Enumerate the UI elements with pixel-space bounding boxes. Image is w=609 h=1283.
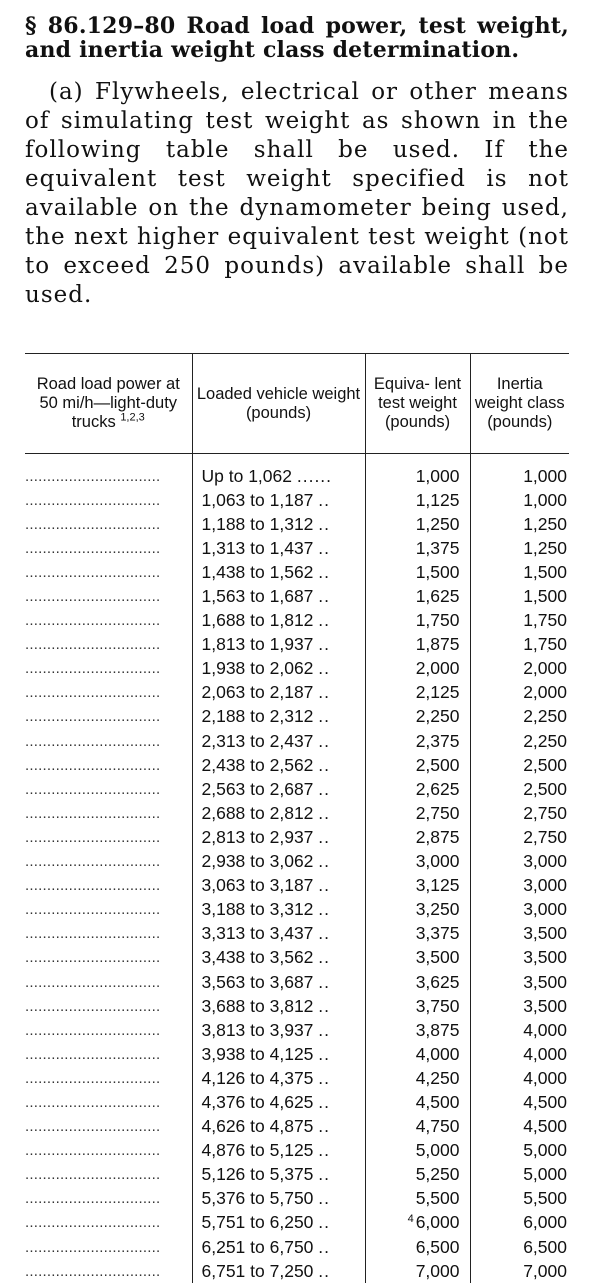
loaded-weight-cell [192, 681, 365, 705]
leader-dots: .. [318, 972, 330, 992]
road-load-cell: ............................... [25, 1042, 192, 1066]
document-page [25, 14, 569, 310]
loaded-weight-value: 1,313 to 1,437 [202, 538, 314, 558]
equivalent-weight-cell [365, 657, 470, 681]
table-row [25, 657, 569, 681]
loaded-weight-cell [192, 454, 365, 489]
leader-dots: .. [318, 899, 330, 919]
leader-dots: .. [318, 731, 330, 751]
table-row [25, 1211, 569, 1235]
inertia-class-cell: 4,500 [470, 1090, 569, 1114]
table-row [25, 970, 569, 994]
table-row [25, 1066, 569, 1090]
road-load-cell: ............................... [25, 946, 192, 970]
equivalent-weight-value: 2,750 [416, 803, 460, 823]
table-row [25, 898, 569, 922]
loaded-weight-cell [192, 1042, 365, 1066]
inertia-class-cell: 5,000 [470, 1139, 569, 1163]
table-row [25, 454, 569, 489]
loaded-weight-value: 2,313 to 2,437 [202, 731, 314, 751]
loaded-weight-value: 3,688 to 3,812 [202, 996, 314, 1016]
inertia-class-cell: 7,000 [470, 1259, 569, 1283]
loaded-weight-value: 1,438 to 1,562 [202, 562, 314, 582]
inertia-class-cell: 2,750 [470, 825, 569, 849]
loaded-weight-value: 1,063 to 1,187 [202, 490, 314, 510]
equivalent-weight-cell [365, 994, 470, 1018]
equivalent-weight-value: 1,750 [416, 610, 460, 630]
leader-dots: .. [318, 875, 330, 895]
equivalent-weight-value: 1,375 [416, 538, 460, 558]
road-load-cell: ............................... [25, 454, 192, 489]
equivalent-weight-value: 1,625 [416, 586, 460, 606]
table-row [25, 850, 569, 874]
inertia-class-cell: 2,000 [470, 657, 569, 681]
equivalent-weight-cell [365, 850, 470, 874]
road-load-cell: ............................... [25, 1211, 192, 1235]
loaded-weight-cell [192, 850, 365, 874]
road-load-cell: ............................... [25, 681, 192, 705]
inertia-class-cell: 2,500 [470, 753, 569, 777]
leader-dots: .. [318, 1261, 330, 1281]
equivalent-weight-cell [365, 1211, 470, 1235]
road-load-cell: ............................... [25, 753, 192, 777]
loaded-weight-cell [192, 994, 365, 1018]
loaded-weight-value: Up to 1,062 [202, 466, 292, 486]
table-row [25, 705, 569, 729]
equivalent-weight-cell [365, 874, 470, 898]
road-load-cell: ............................... [25, 1115, 192, 1139]
loaded-weight-cell [192, 1018, 365, 1042]
table-row [25, 801, 569, 825]
road-load-cell: ............................... [25, 1163, 192, 1187]
loaded-weight-value: 3,188 to 3,312 [202, 899, 314, 919]
leader-dots: .. [318, 996, 330, 1016]
loaded-weight-cell [192, 1139, 365, 1163]
table-row [25, 994, 569, 1018]
table-row [25, 1259, 569, 1283]
loaded-weight-cell [192, 657, 365, 681]
equivalent-weight-cell [365, 488, 470, 512]
header-inertia: Inertia weight class (pounds) [470, 354, 569, 454]
loaded-weight-value: 2,563 to 2,687 [202, 779, 314, 799]
equivalent-weight-cell [365, 825, 470, 849]
table-row [25, 1090, 569, 1114]
loaded-weight-cell [192, 946, 365, 970]
section-title: Road load power, test weight, and inertia weight class determination. [25, 13, 569, 63]
leader-dots: .. [318, 1188, 330, 1208]
loaded-weight-cell [192, 1163, 365, 1187]
loaded-weight-cell [192, 488, 365, 512]
equivalent-weight-cell [365, 681, 470, 705]
equivalent-weight-cell [365, 512, 470, 536]
inertia-class-cell: 6,000 [470, 1211, 569, 1235]
leader-dots: .. [318, 706, 330, 726]
leader-dots: .. [318, 1237, 330, 1257]
equivalent-weight-cell [365, 1115, 470, 1139]
loaded-weight-value: 6,251 to 6,750 [202, 1237, 314, 1257]
inertia-class-cell: 4,000 [470, 1018, 569, 1042]
road-load-cell: ............................... [25, 874, 192, 898]
road-load-cell: ............................... [25, 729, 192, 753]
loaded-weight-cell [192, 777, 365, 801]
equivalent-weight-cell [365, 1259, 470, 1283]
leader-dots: .. [318, 923, 330, 943]
inertia-class-cell: 1,250 [470, 536, 569, 560]
inertia-class-cell: 3,500 [470, 946, 569, 970]
loaded-weight-cell [192, 1090, 365, 1114]
equivalent-weight-cell [365, 729, 470, 753]
road-load-cell: ............................... [25, 801, 192, 825]
equivalent-weight-value: 1,000 [416, 466, 460, 486]
loaded-weight-cell [192, 970, 365, 994]
equivalent-weight-value: 5,250 [416, 1164, 460, 1184]
inertia-class-cell: 1,000 [470, 488, 569, 512]
loaded-weight-cell [192, 536, 365, 560]
inertia-class-cell: 3,500 [470, 994, 569, 1018]
header-road-load [25, 354, 192, 454]
loaded-weight-cell [192, 560, 365, 584]
table-row [25, 512, 569, 536]
equivalent-weight-value: 4,000 [416, 1044, 460, 1064]
loaded-weight-cell [192, 753, 365, 777]
loaded-weight-value: 2,438 to 2,562 [202, 755, 314, 775]
loaded-weight-value: 2,188 to 2,312 [202, 706, 314, 726]
equivalent-weight-value: 2,125 [416, 682, 460, 702]
leader-dots: .. [318, 682, 330, 702]
road-load-cell: ............................... [25, 536, 192, 560]
table-row [25, 729, 569, 753]
inertia-class-cell: 2,000 [470, 681, 569, 705]
equivalent-weight-cell [365, 609, 470, 633]
road-load-cell: ............................... [25, 922, 192, 946]
table-row [25, 777, 569, 801]
equivalent-weight-value: 4,750 [416, 1116, 460, 1136]
loaded-weight-value: 2,063 to 2,187 [202, 682, 314, 702]
road-load-cell: ............................... [25, 777, 192, 801]
table-row [25, 584, 569, 608]
loaded-weight-cell [192, 801, 365, 825]
inertia-class-cell: 3,000 [470, 850, 569, 874]
leader-dots: .. [318, 1116, 330, 1136]
leader-dots: .. [318, 755, 330, 775]
header-equivalent: Equiva- lent test weight (pounds) [365, 354, 470, 454]
table-row [25, 874, 569, 898]
leader-dots: .. [318, 586, 330, 606]
loaded-weight-value: 5,751 to 6,250 [202, 1212, 314, 1232]
equivalent-weight-value: 1,875 [416, 634, 460, 654]
loaded-weight-cell [192, 1259, 365, 1283]
equivalent-weight-value: 3,250 [416, 899, 460, 919]
equivalent-weight-cell [365, 633, 470, 657]
loaded-weight-cell [192, 825, 365, 849]
loaded-weight-value: 3,563 to 3,687 [202, 972, 314, 992]
loaded-weight-value: 6,751 to 7,250 [202, 1261, 314, 1281]
road-load-cell: ............................... [25, 1259, 192, 1283]
loaded-weight-value: 5,126 to 5,375 [202, 1164, 314, 1184]
loaded-weight-value: 3,938 to 4,125 [202, 1044, 314, 1064]
table-header-row [25, 354, 569, 454]
loaded-weight-cell [192, 898, 365, 922]
inertia-class-cell: 1,750 [470, 633, 569, 657]
equivalent-weight-cell [365, 1163, 470, 1187]
road-load-cell: ............................... [25, 850, 192, 874]
table-row [25, 1139, 569, 1163]
equivalent-weight-value: 2,250 [416, 706, 460, 726]
road-load-cell: ............................... [25, 1090, 192, 1114]
loaded-weight-value: 1,563 to 1,687 [202, 586, 314, 606]
table-row [25, 560, 569, 584]
leader-dots: .. [318, 562, 330, 582]
leader-dots: .. [318, 779, 330, 799]
table-row [25, 633, 569, 657]
leader-dots: .. [318, 514, 330, 534]
inertia-class-cell: 3,500 [470, 922, 569, 946]
equivalent-footnote: 4 [408, 1213, 414, 1225]
equivalent-weight-value: 7,000 [416, 1261, 460, 1281]
road-load-cell: ............................... [25, 657, 192, 681]
equivalent-weight-value: 5,000 [416, 1140, 460, 1160]
inertia-class-cell: 4,000 [470, 1042, 569, 1066]
loaded-weight-value: 1,188 to 1,312 [202, 514, 314, 534]
leader-dots: .. [318, 610, 330, 630]
inertia-class-cell: 1,250 [470, 512, 569, 536]
loaded-weight-cell [192, 1115, 365, 1139]
leader-dots: .. [318, 1140, 330, 1160]
equivalent-weight-cell [365, 922, 470, 946]
table-row [25, 753, 569, 777]
inertia-class-cell: 2,500 [470, 777, 569, 801]
loaded-weight-value: 3,063 to 3,187 [202, 875, 314, 895]
inertia-class-cell: 2,250 [470, 705, 569, 729]
equivalent-weight-cell [365, 946, 470, 970]
equivalent-weight-value: 3,000 [416, 851, 460, 871]
road-load-cell: ............................... [25, 1139, 192, 1163]
loaded-weight-cell [192, 874, 365, 898]
equivalent-weight-cell [365, 454, 470, 489]
equivalent-weight-value: 1,125 [416, 490, 460, 510]
leader-dots: .. [318, 1020, 330, 1040]
equivalent-weight-value: 1,500 [416, 562, 460, 582]
road-load-cell: ............................... [25, 633, 192, 657]
section-number: § 86.129–80 [25, 13, 175, 39]
inertia-class-cell: 4,000 [470, 1066, 569, 1090]
inertia-class-cell: 1,750 [470, 609, 569, 633]
leader-dots: ...... [297, 466, 332, 486]
table-row [25, 825, 569, 849]
section-heading [25, 14, 569, 62]
equivalent-weight-cell [365, 898, 470, 922]
leader-dots: .. [318, 658, 330, 678]
table-row [25, 1235, 569, 1259]
equivalent-weight-value: 2,875 [416, 827, 460, 847]
leader-dots: .. [318, 538, 330, 558]
table-row [25, 1042, 569, 1066]
table-row [25, 488, 569, 512]
inertia-class-cell: 1,500 [470, 584, 569, 608]
road-load-cell: ............................... [25, 705, 192, 729]
equivalent-weight-value: 2,375 [416, 731, 460, 751]
equivalent-weight-cell [365, 536, 470, 560]
leader-dots: .. [318, 634, 330, 654]
equivalent-weight-cell [365, 705, 470, 729]
loaded-weight-value: 3,313 to 3,437 [202, 923, 314, 943]
inertia-class-cell: 3,000 [470, 898, 569, 922]
road-load-cell: ............................... [25, 560, 192, 584]
weight-table [25, 353, 569, 1283]
loaded-weight-cell [192, 633, 365, 657]
leader-dots: .. [318, 947, 330, 967]
loaded-weight-cell [192, 512, 365, 536]
equivalent-weight-value: 3,875 [416, 1020, 460, 1040]
header-road-load-label: Road load power at 50 mi/h—light-duty trucks [37, 375, 180, 431]
loaded-weight-cell [192, 729, 365, 753]
inertia-class-cell: 5,000 [470, 1163, 569, 1187]
loaded-weight-value: 2,938 to 3,062 [202, 851, 314, 871]
road-load-cell: ............................... [25, 1187, 192, 1211]
table-body [25, 454, 569, 1283]
table-row [25, 1163, 569, 1187]
inertia-class-cell: 1,500 [470, 560, 569, 584]
equivalent-weight-value: 6,500 [416, 1237, 460, 1257]
loaded-weight-value: 5,376 to 5,750 [202, 1188, 314, 1208]
equivalent-weight-cell [365, 970, 470, 994]
loaded-weight-value: 4,876 to 5,125 [202, 1140, 314, 1160]
road-load-cell: ............................... [25, 898, 192, 922]
paragraph-a: (a) Flywheels, electrical or other means of simulating test weight as shown in the following table shall be used. If the equivalent test weight specified is not available on the dynamometer being used, the next higher equivalent test weight (not to exceed 250 pounds) available shall be used. [25, 78, 569, 310]
equivalent-weight-cell [365, 560, 470, 584]
road-load-cell: ............................... [25, 512, 192, 536]
loaded-weight-cell [192, 1211, 365, 1235]
inertia-class-cell: 3,000 [470, 874, 569, 898]
road-load-cell: ............................... [25, 584, 192, 608]
equivalent-weight-value: 3,125 [416, 875, 460, 895]
table-row [25, 609, 569, 633]
road-load-cell: ............................... [25, 825, 192, 849]
leader-dots: .. [318, 1092, 330, 1112]
road-load-cell: ............................... [25, 1235, 192, 1259]
equivalent-weight-value: 1,250 [416, 514, 460, 534]
table-row [25, 946, 569, 970]
equivalent-weight-value: 6,000 [416, 1212, 460, 1232]
road-load-cell: ............................... [25, 994, 192, 1018]
weight-table-container [25, 353, 569, 1283]
loaded-weight-value: 1,688 to 1,812 [202, 610, 314, 630]
loaded-weight-cell [192, 705, 365, 729]
leader-dots: .. [318, 490, 330, 510]
equivalent-weight-value: 3,500 [416, 947, 460, 967]
loaded-weight-value: 4,626 to 4,875 [202, 1116, 314, 1136]
loaded-weight-value: 3,813 to 3,937 [202, 1020, 314, 1040]
header-road-load-footnotes: 1,2,3 [120, 412, 144, 424]
leader-dots: .. [318, 1164, 330, 1184]
road-load-cell: ............................... [25, 488, 192, 512]
loaded-weight-value: 1,938 to 2,062 [202, 658, 314, 678]
equivalent-weight-value: 4,250 [416, 1068, 460, 1088]
equivalent-weight-cell [365, 1139, 470, 1163]
inertia-class-cell: 3,500 [470, 970, 569, 994]
equivalent-weight-value: 4,500 [416, 1092, 460, 1112]
equivalent-weight-value: 3,625 [416, 972, 460, 992]
leader-dots: .. [318, 1068, 330, 1088]
leader-dots: .. [318, 827, 330, 847]
inertia-class-cell: 1,000 [470, 454, 569, 489]
loaded-weight-value: 1,813 to 1,937 [202, 634, 314, 654]
loaded-weight-cell [192, 922, 365, 946]
equivalent-weight-value: 2,000 [416, 658, 460, 678]
leader-dots: .. [318, 1044, 330, 1064]
loaded-weight-cell [192, 1187, 365, 1211]
leader-dots: .. [318, 1212, 330, 1232]
table-row [25, 1115, 569, 1139]
loaded-weight-cell [192, 584, 365, 608]
inertia-class-cell: 5,500 [470, 1187, 569, 1211]
leader-dots: .. [318, 803, 330, 823]
inertia-class-cell: 6,500 [470, 1235, 569, 1259]
table-row [25, 536, 569, 560]
equivalent-weight-cell [365, 1090, 470, 1114]
inertia-class-cell: 2,250 [470, 729, 569, 753]
road-load-cell: ............................... [25, 970, 192, 994]
loaded-weight-cell [192, 1066, 365, 1090]
equivalent-weight-cell [365, 1235, 470, 1259]
table-row [25, 681, 569, 705]
table-row [25, 922, 569, 946]
equivalent-weight-cell [365, 753, 470, 777]
equivalent-weight-cell [365, 801, 470, 825]
table-row [25, 1018, 569, 1042]
road-load-cell: ............................... [25, 1018, 192, 1042]
road-load-cell: ............................... [25, 609, 192, 633]
equivalent-weight-cell [365, 584, 470, 608]
loaded-weight-value: 2,688 to 2,812 [202, 803, 314, 823]
equivalent-weight-value: 3,750 [416, 996, 460, 1016]
equivalent-weight-cell [365, 1018, 470, 1042]
loaded-weight-value: 3,438 to 3,562 [202, 947, 314, 967]
equivalent-weight-value: 2,625 [416, 779, 460, 799]
leader-dots: .. [318, 851, 330, 871]
equivalent-weight-value: 2,500 [416, 755, 460, 775]
loaded-weight-value: 2,813 to 2,937 [202, 827, 314, 847]
equivalent-weight-value: 3,375 [416, 923, 460, 943]
equivalent-weight-cell [365, 777, 470, 801]
equivalent-weight-cell [365, 1187, 470, 1211]
header-loaded-weight: Loaded vehicle weight (pounds) [192, 354, 365, 454]
table-row [25, 1187, 569, 1211]
road-load-cell: ............................... [25, 1066, 192, 1090]
loaded-weight-cell [192, 609, 365, 633]
equivalent-weight-value: 5,500 [416, 1188, 460, 1208]
loaded-weight-value: 4,376 to 4,625 [202, 1092, 314, 1112]
loaded-weight-value: 4,126 to 4,375 [202, 1068, 314, 1088]
loaded-weight-cell [192, 1235, 365, 1259]
equivalent-weight-cell [365, 1042, 470, 1066]
inertia-class-cell: 2,750 [470, 801, 569, 825]
inertia-class-cell: 4,500 [470, 1115, 569, 1139]
equivalent-weight-cell [365, 1066, 470, 1090]
